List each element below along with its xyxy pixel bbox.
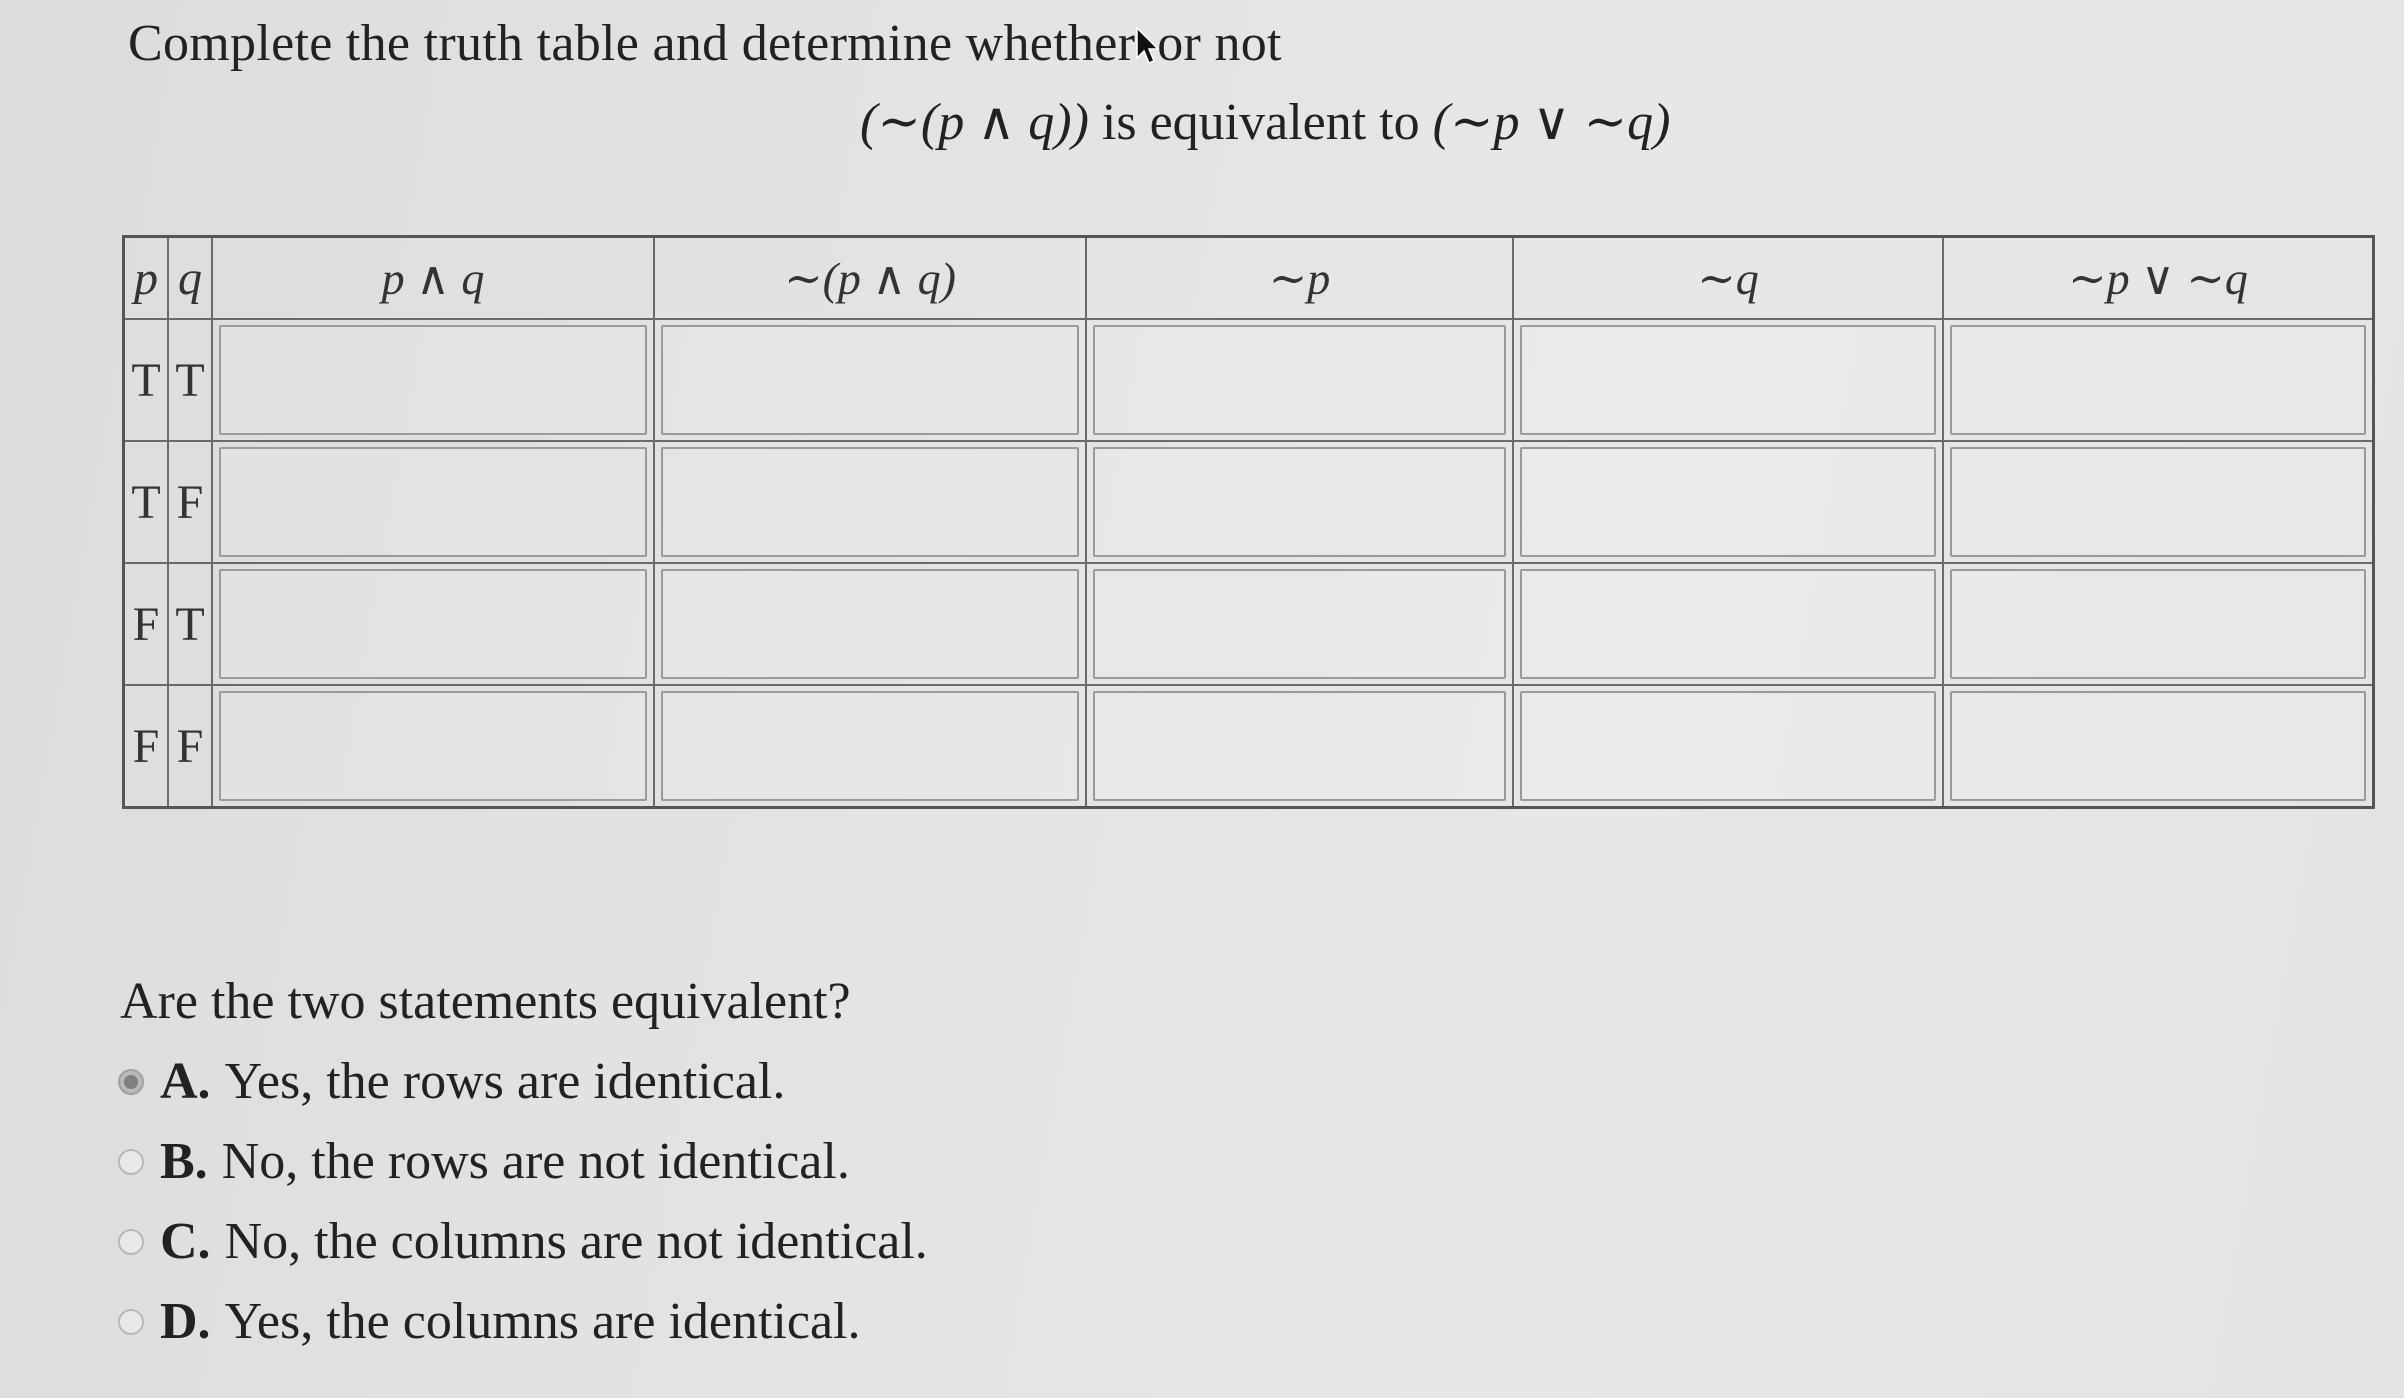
row-2-not-p-or-not-q-input[interactable]: [1950, 447, 2366, 557]
question-line-2: [860, 92, 1670, 152]
row-1-not-p-or-not-q-input[interactable]: [1950, 325, 2366, 435]
question-text-start: Complete the truth table and determine whether: [128, 15, 1136, 72]
choice-c-text: No, the columns are not identical.: [224, 1213, 928, 1270]
table-row: [124, 563, 2374, 685]
header-not-p-and-q: ∼(p ∧ q): [654, 237, 1086, 320]
radio-button-icon[interactable]: [118, 1229, 144, 1255]
question-text-end: or not: [1157, 15, 1282, 72]
row-2-not-p-input[interactable]: [1093, 447, 1506, 557]
row-3-not-p-or-not-q-input[interactable]: [1950, 569, 2366, 679]
row-4-q: F: [168, 685, 212, 808]
choice-a-text: Yes, the rows are identical.: [224, 1053, 786, 1110]
row-4-not-q-input[interactable]: [1520, 691, 1936, 801]
header-row: [124, 237, 2374, 320]
row-4-not-p-or-not-q-input[interactable]: [1950, 691, 2366, 801]
table-row: [124, 685, 2374, 808]
expression-1: (∼(p ∧ q)): [860, 94, 1089, 151]
row-3-not-p-and-q-input[interactable]: [661, 569, 1079, 679]
choice-b[interactable]: [118, 1132, 850, 1191]
radio-button-icon[interactable]: [118, 1309, 144, 1335]
header-p: p: [124, 237, 169, 320]
row-4-p: F: [124, 685, 169, 808]
radio-button-icon[interactable]: [118, 1149, 144, 1175]
row-1-p-and-q-input[interactable]: [219, 325, 647, 435]
row-3-p: F: [124, 563, 169, 685]
choice-a[interactable]: [118, 1052, 785, 1111]
table-row: [124, 319, 2374, 441]
row-3-q: T: [168, 563, 212, 685]
row-1-not-p-input[interactable]: [1093, 325, 1506, 435]
choice-c[interactable]: [118, 1212, 928, 1271]
choice-d-letter: D.: [160, 1293, 211, 1350]
header-not-q: ∼q: [1513, 237, 1943, 320]
row-2-q: F: [168, 441, 212, 563]
row-1-not-q-input[interactable]: [1520, 325, 1936, 435]
row-1-not-p-and-q-input[interactable]: [661, 325, 1079, 435]
header-not-p-or-not-q: ∼p ∨ ∼q: [1943, 237, 2374, 320]
header-p-and-q: p ∧ q: [212, 237, 654, 320]
row-4-not-p-input[interactable]: [1093, 691, 1506, 801]
table-row: [124, 441, 2374, 563]
row-2-p-and-q-input[interactable]: [219, 447, 647, 557]
equivalent-to-text: is equivalent to: [1088, 94, 1433, 151]
row-1-p: T: [124, 319, 169, 441]
question-line-1: [128, 14, 1282, 73]
row-2-p: T: [124, 441, 169, 563]
choice-b-letter: B.: [160, 1133, 208, 1190]
header-not-p: ∼p: [1086, 237, 1513, 320]
choice-d-text: Yes, the columns are identical.: [224, 1293, 861, 1350]
row-3-not-q-input[interactable]: [1520, 569, 1936, 679]
row-1-q: T: [168, 319, 212, 441]
row-3-p-and-q-input[interactable]: [219, 569, 647, 679]
truth-table: [122, 235, 2375, 809]
expression-2: (∼p ∨ ∼q): [1432, 94, 1671, 151]
row-4-not-p-and-q-input[interactable]: [661, 691, 1079, 801]
row-2-not-q-input[interactable]: [1520, 447, 1936, 557]
choice-c-letter: C.: [160, 1213, 211, 1270]
row-2-not-p-and-q-input[interactable]: [661, 447, 1079, 557]
choice-d[interactable]: [118, 1292, 860, 1351]
radio-button-icon[interactable]: [118, 1069, 144, 1095]
choice-a-letter: A.: [160, 1053, 211, 1110]
row-4-p-and-q-input[interactable]: [219, 691, 647, 801]
choice-b-text: No, the rows are not identical.: [221, 1133, 850, 1190]
header-q: q: [168, 237, 212, 320]
row-3-not-p-input[interactable]: [1093, 569, 1506, 679]
equivalence-question: Are the two statements equivalent?: [120, 973, 851, 1030]
